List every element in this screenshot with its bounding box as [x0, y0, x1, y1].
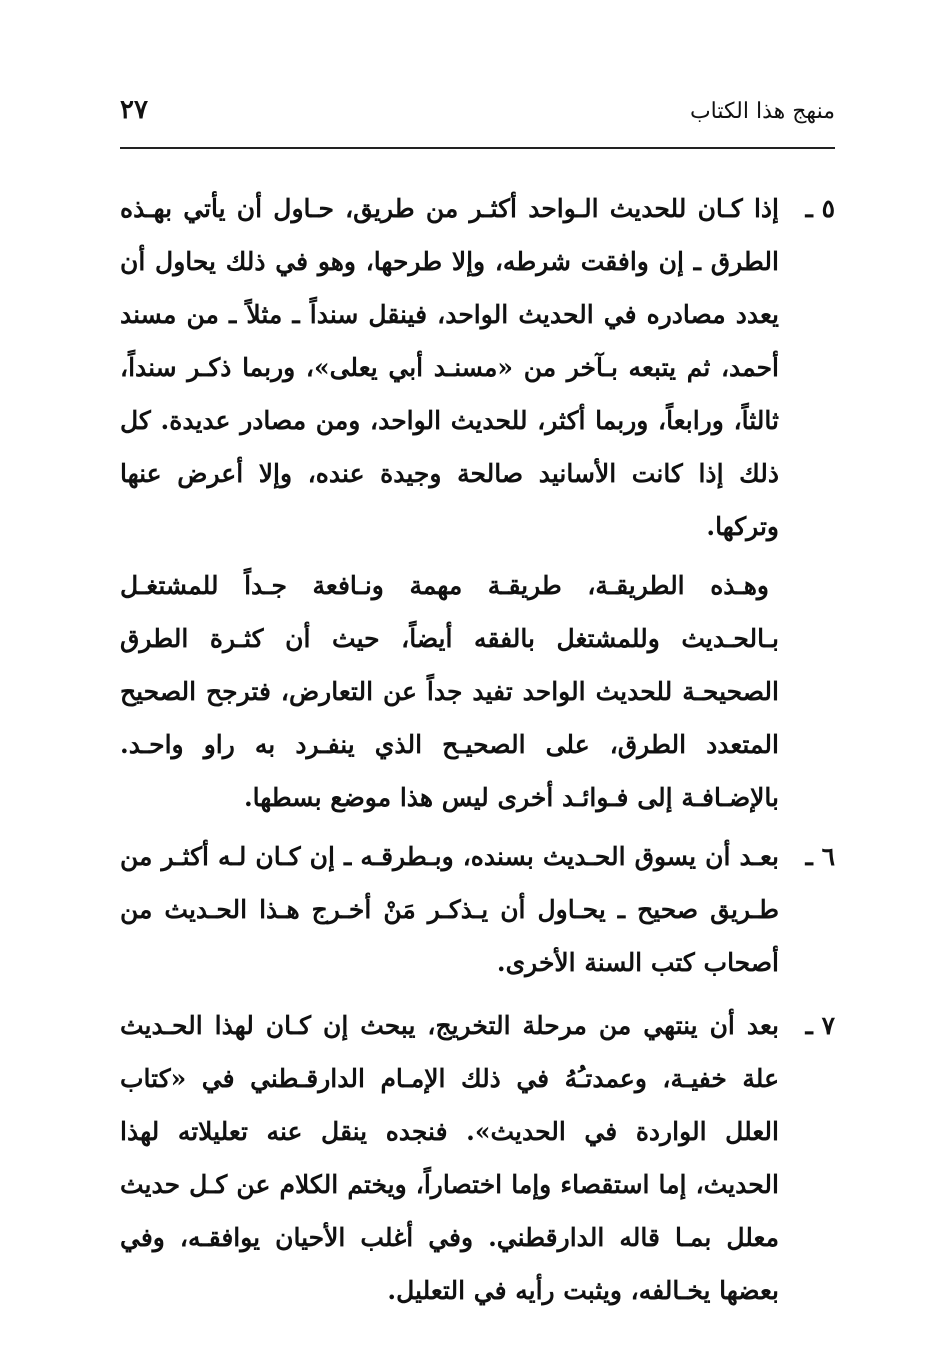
- page-header: [120, 95, 835, 135]
- page-number: ٢٧: [120, 95, 148, 125]
- item-text: إذا كـان للحديث الـواحد أكثـر من طريق، حـاول أن يأتي بهـذه الطرق ـ إن وافقت شرطه، وإلا طرحها، وهو في ذلك يحاول أن يعدد مصادره في الحديث الواحد، فينقل سنداً ـ مثلاً ـ من مسند أحمد، ثم يتبعه بـآخر من «مسنـد أبي يعلى»، وربما ذكـر سنداً، ثالثاً، ورابعاً، وربما أكثر، للحديث الواحد، ومن مصادر عديدة. كل ذلك إذا كانت الأسانيد صالحة وجيدة عنده، وإلا أعرض عنها وتركها.: [120, 194, 779, 541]
- item-text: بعـد أن يسوق الحـديث بسنده، وبـطرقـه ـ إن كـان لـه أكثـر من طـريق صحيح ـ يحـاول أن يـذكـر مَنْ أخـرج هـذا الحـديث من أصحاب كتب السنة الأخرى.: [120, 842, 779, 977]
- item-number: ٧ ـ: [805, 1011, 835, 1040]
- list-item: [120, 830, 835, 989]
- list-item: [120, 999, 835, 1317]
- header-rule: [120, 147, 835, 149]
- running-title: منهج هذا الكتاب: [689, 99, 835, 124]
- item-number: ٥ ـ: [805, 194, 835, 223]
- page-body: [120, 182, 835, 1317]
- body-paragraph: وهـذه الطريقـة، طريقـة مهمة ونـافعة جـداً للمشتغـل بـالحـديث وللمشتغل بالفقه أيضاً، حيث أن كثـرة الطرق الصحيحـة للحديث الواحد تفيد جداً عن التعارض، فترجح الصحيح المتعدد الطرق، على الصحيـح الذي ينفـرد به راو واحـد. بالإضـافـة إلى فـوائـد أخرى ليس هذا موضع بسطها.: [120, 571, 779, 812]
- list-item: [120, 182, 835, 553]
- item-number: ٦ ـ: [805, 842, 835, 871]
- item-text: بعد أن ينتهي من مرحلة التخريج، يبحث إن كـان لهذا الحـديث علة خفيـة، وعمدتـُهُ في ذلك الإمـام الدارقـطني في «كتاب العلل الواردة في الحديث». فنجده ينقل عنه تعليلاته لهذا الحديث، إما استقصاء وإما اختصاراً، ويختم الكلام عن كـل حديث معلل بمـا قاله الدارقطني. وفي أغلب الأحيان يوافقـه، وفي بعضها يخـالفه، ويثبت رأيه في التعليل.: [120, 1011, 779, 1305]
